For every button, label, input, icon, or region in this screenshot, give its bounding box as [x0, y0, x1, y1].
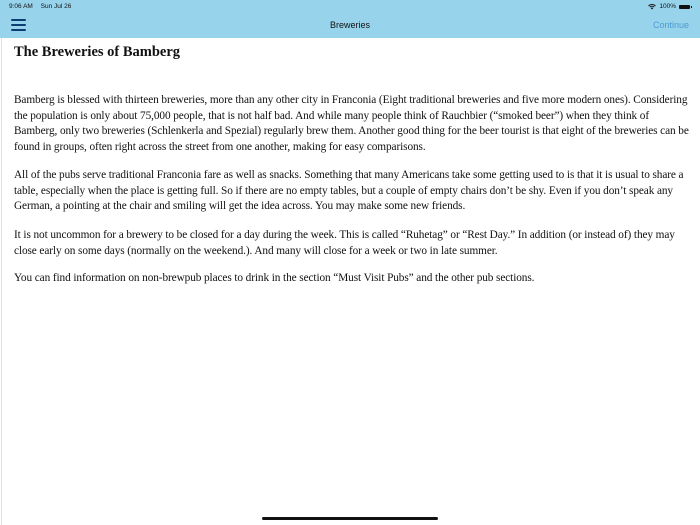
battery-icon [679, 5, 690, 9]
status-date: Sun Jul 26 [40, 3, 72, 10]
wifi-icon [648, 4, 656, 10]
status-left [9, 3, 77, 10]
page-title: The Breweries of Bamberg [14, 44, 181, 60]
status-bar [0, 0, 700, 13]
nav-title: Breweries [329, 20, 370, 30]
continue-button[interactable]: Continue [652, 20, 689, 30]
paragraph-more-info: You can find information on non-brewpub places to drink in the section “Must Visit Pubs” and the other pub sections. [14, 272, 535, 284]
paragraph-ruhetag: It is not uncommon for a brewery to be closed for a day during the week. This is called “Ruhetag” or “Rest Day.” In addition (or instead of) they may close early on some days (normally on the weekend.). And many will close for a week or two in late summer. [14, 229, 675, 257]
paragraph-intro: Bamberg is blessed with thirteen breweries, more than any other city in Franconia (Eight traditional breweries and five more modern ones). Considering the population is only about 75,000 people, that is not half bad. And while many people think of Rauchbier (“smoked beer”) when they think of Bamberg, only two breweries (Schlenkerla and Spezial) regularly brew them. Another good thing for the beer tourist is that eight of the breweries can be found in groups, often right across the street from one another, making for easy comparisons. [14, 94, 689, 154]
article-content[interactable] [1, 38, 700, 525]
status-time: 9:06 AM [9, 3, 33, 10]
home-indicator[interactable] [262, 517, 438, 520]
battery-percent: 100% [659, 3, 676, 10]
top-bar [0, 0, 700, 38]
navigation-bar [0, 13, 700, 38]
paragraph-pubs: All of the pubs serve traditional Franconia fare as well as snacks. Something that many Americans take some getting used to is that it is usual to share a table, especially when the place is getting full. So if there are no empty tables, but a couple of empty chairs don’t be shy. Even if you don’t speak any German, a pointing at the chair and smiling will get the idea across. You may make some new friends. [14, 169, 684, 213]
status-right [648, 3, 690, 10]
